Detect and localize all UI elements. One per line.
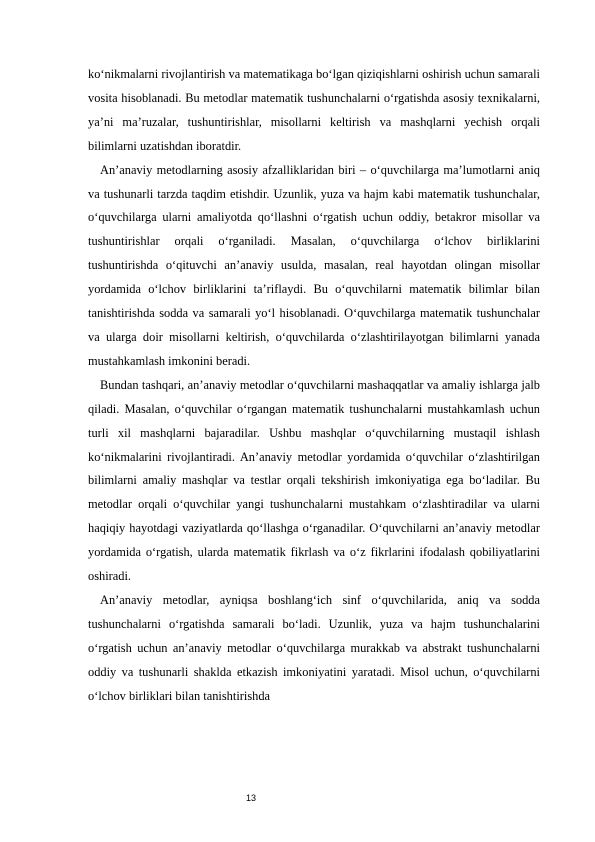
paragraph-3: Bundan tashqari, an’anaviy metodlar o‘quvchilarni mashaqqatlar va amaliy ishlarga jalb qiladi. Masalan, o‘quvchilar o‘rgangan matematik tushunchalarni mustahkamlash uchun turli xil mashqlarni bajaradilar. Ushbu mashqlar o‘quvchilarning mustaqil ishlash ko‘nikmalarini rivojlantiradi. An’anaviy metodlar yordamida o‘quvchilar o‘zlashtirilgan bilimlarni amaliy mashqlar va testlar orqali tekshirish imkoniyatiga ega bo‘ladilar. Bu metodlar orqali o‘quvchilar yangi tushunchalarni mustahkam o‘zlashtiradilar va ularni haqiqiy hayotdagi vaziyatlarda qo‘llashga o‘rganadilar. O‘quvchilarni an’anaviy metodlar yordamida o‘rgatish, ularda matematik fikrlash va o‘z fikrlarini ifodalash qobiliyatlarini oshiradi. bbox=[88, 377, 540, 584]
page-number: 13 bbox=[245, 793, 256, 803]
paragraph-2: An’anaviy metodlarning asosiy afzalliklaridan biri – o‘quvchilarga ma’lumotlarni aniq va tushunarli tarzda taqdim etishdir. Uzunlik, yuza va hajm kabi matematik tushunchalar, o‘quvchilarga ularni amaliyotda qo‘llashni o‘rgatish uchun oddiy, betakror misollar va tushuntirishlar orqali o‘rganiladi. Masalan, o‘quvchilarga o‘lchov birliklarini tushuntirishda o‘qituvchi an’anaviy usulda, masalan, real hayotdan olingan misollar yordamida o‘lchov birliklarini ta’riflaydi. Bu o‘quvchilarni matematik bilimlar bilan tanishtirishda sodda va samarali yo‘l hisoblanadi. O‘quvchilarga matematik tushunchalar va ularga doir misollarni keltirish, o‘quvchilarda o‘zlashtirilayotgan bilimlarni yanada mustahkamlash imkonini beradi. bbox=[88, 162, 540, 368]
paragraph-4: An’anaviy metodlar, ayniqsa boshlang‘ich sinf o‘quvchilarida, aniq va sodda tushunchalarni o‘rgatishda samarali bo‘ladi. Uzunlik, yuza va hajm tushunchalarini o‘rgatish uchun an’anaviy metodlar o‘quvchilarga murakkab va abstrakt tushunchalarni oddiy va tushunarli shaklda etkazish imkoniyatini yaratadi. Misol uchun, o‘quvchilarni o‘lchov birliklari bilan tanishtirishda bbox=[88, 592, 540, 703]
body-text bbox=[88, 63, 540, 708]
paragraph-1: ko‘nikmalarni rivojlantirish va matematikaga bo‘lgan qiziqishlarni oshirish uchun samarali vosita hisoblanadi. Bu metodlar matematik tushunchalarni o‘rgatishda asosiy texnikalarni, ya’ni ma’ruzalar, tushuntirishlar, misollarni keltirish va mashqlarni yechish orqali bilimlarni uzatishdan iboratdir. bbox=[88, 67, 540, 153]
